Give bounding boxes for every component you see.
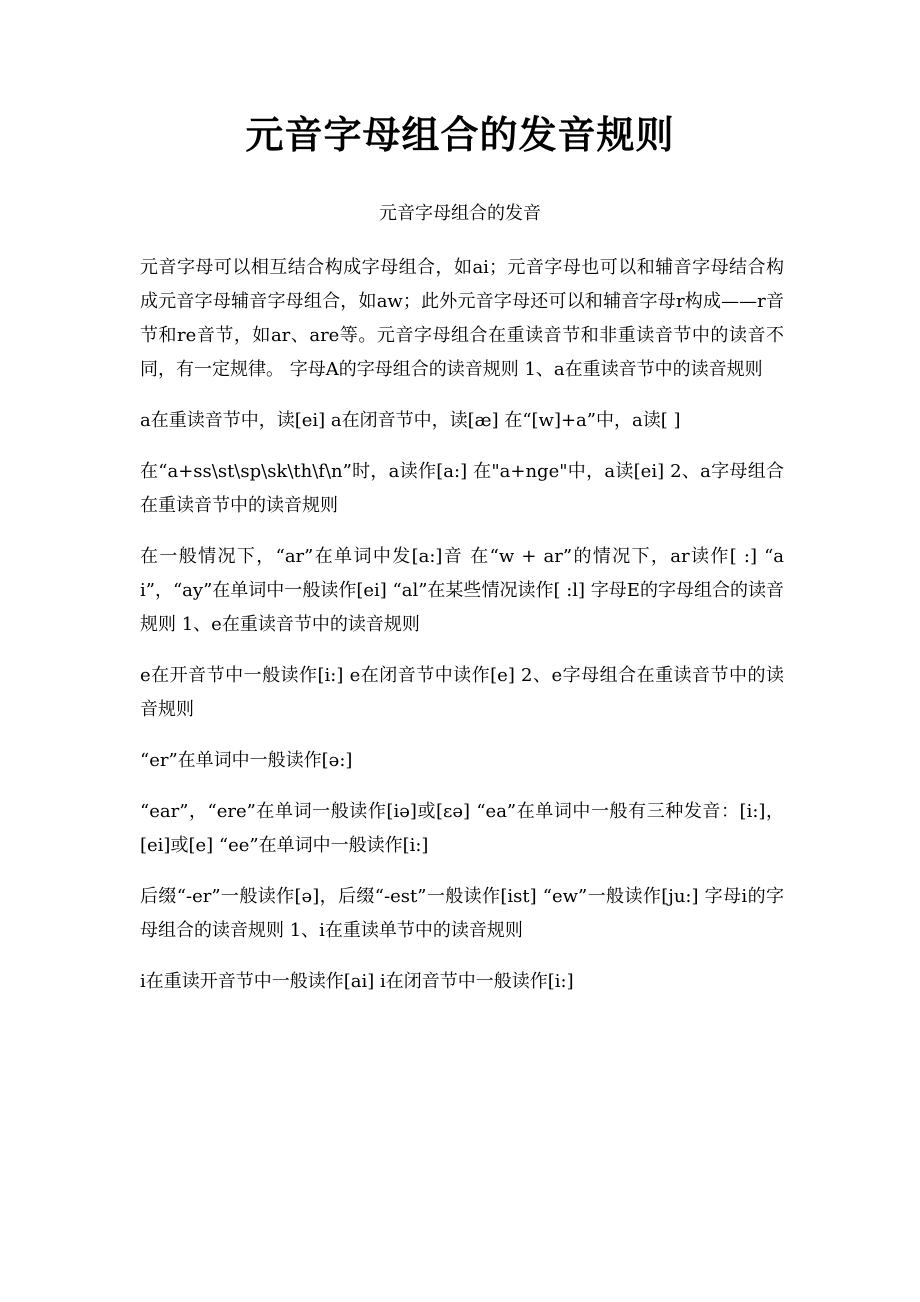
paragraph-a-stressed: a在重读音节中，读[ei] a在闭音节中，读[æ] 在“[w]+a”中，a读[ ] [140, 410, 681, 431]
paragraph-i-stressed: i在重读开音节中一般读作[ai] i在闭音节中一般读作[i:] [140, 971, 574, 992]
paragraph-er: “er”在单词中一般读作[ə:] [140, 750, 353, 771]
paragraph-a-combinations: 在“a+ss\st\sp\sk\th\f\n”时，a读作[a:] 在"a+nge"中，a读[ei] 2、a字母组合在重读音节中的读音规则 [140, 461, 784, 516]
paragraph-suffixes: 后缀“-er”一般读作[ə]，后缀“-est”一般读作[ist] “ew”一般读作[ju:] 字母i的字母组合的读音规则 1、i在重读单节中的读音规则 [140, 886, 784, 941]
paragraph-ear-ea-ee: “ear”，“ere”在单词一般读作[iə]或[ɛə] “ea”在单词中一般有三种发音：[i:]，[ei]或[e] “ee”在单词中一般读作[i:] [140, 801, 784, 856]
paragraph-ar-ai-al: 在一般情况下，“ar”在单词中发[a:]音 在“w + ar”的情况下，ar读作[ :] “ai”，“ay”在单词中一般读作[ei] “al”在某些情况读作[ :l] 字母E的字母组合的读音规则 1、e在重读音节中的读音规则 [140, 546, 784, 635]
document-title: 元音字母组合的发音规则 [245, 112, 675, 157]
document-body [140, 251, 784, 1016]
paragraph-intro: 元音字母可以相互结合构成字母组合，如ai；元音字母也可以和辅音字母结合构成元音字母辅音字母组合，如aw；此外元音字母还可以和辅音字母r构成——r音节和re音节，如ar、are等。元音字母组合在重读音节和非重读音节中的读音不同，有一定规律。 字母A的字母组合的读音规则 1、a在重读音节中的读音规则 [140, 257, 784, 380]
document-subtitle: 元音字母组合的发音 [379, 203, 541, 224]
paragraph-e-stressed: e在开音节中一般读作[i:] e在闭音节中读作[e] 2、e字母组合在重读音节中的读音规则 [140, 665, 784, 720]
